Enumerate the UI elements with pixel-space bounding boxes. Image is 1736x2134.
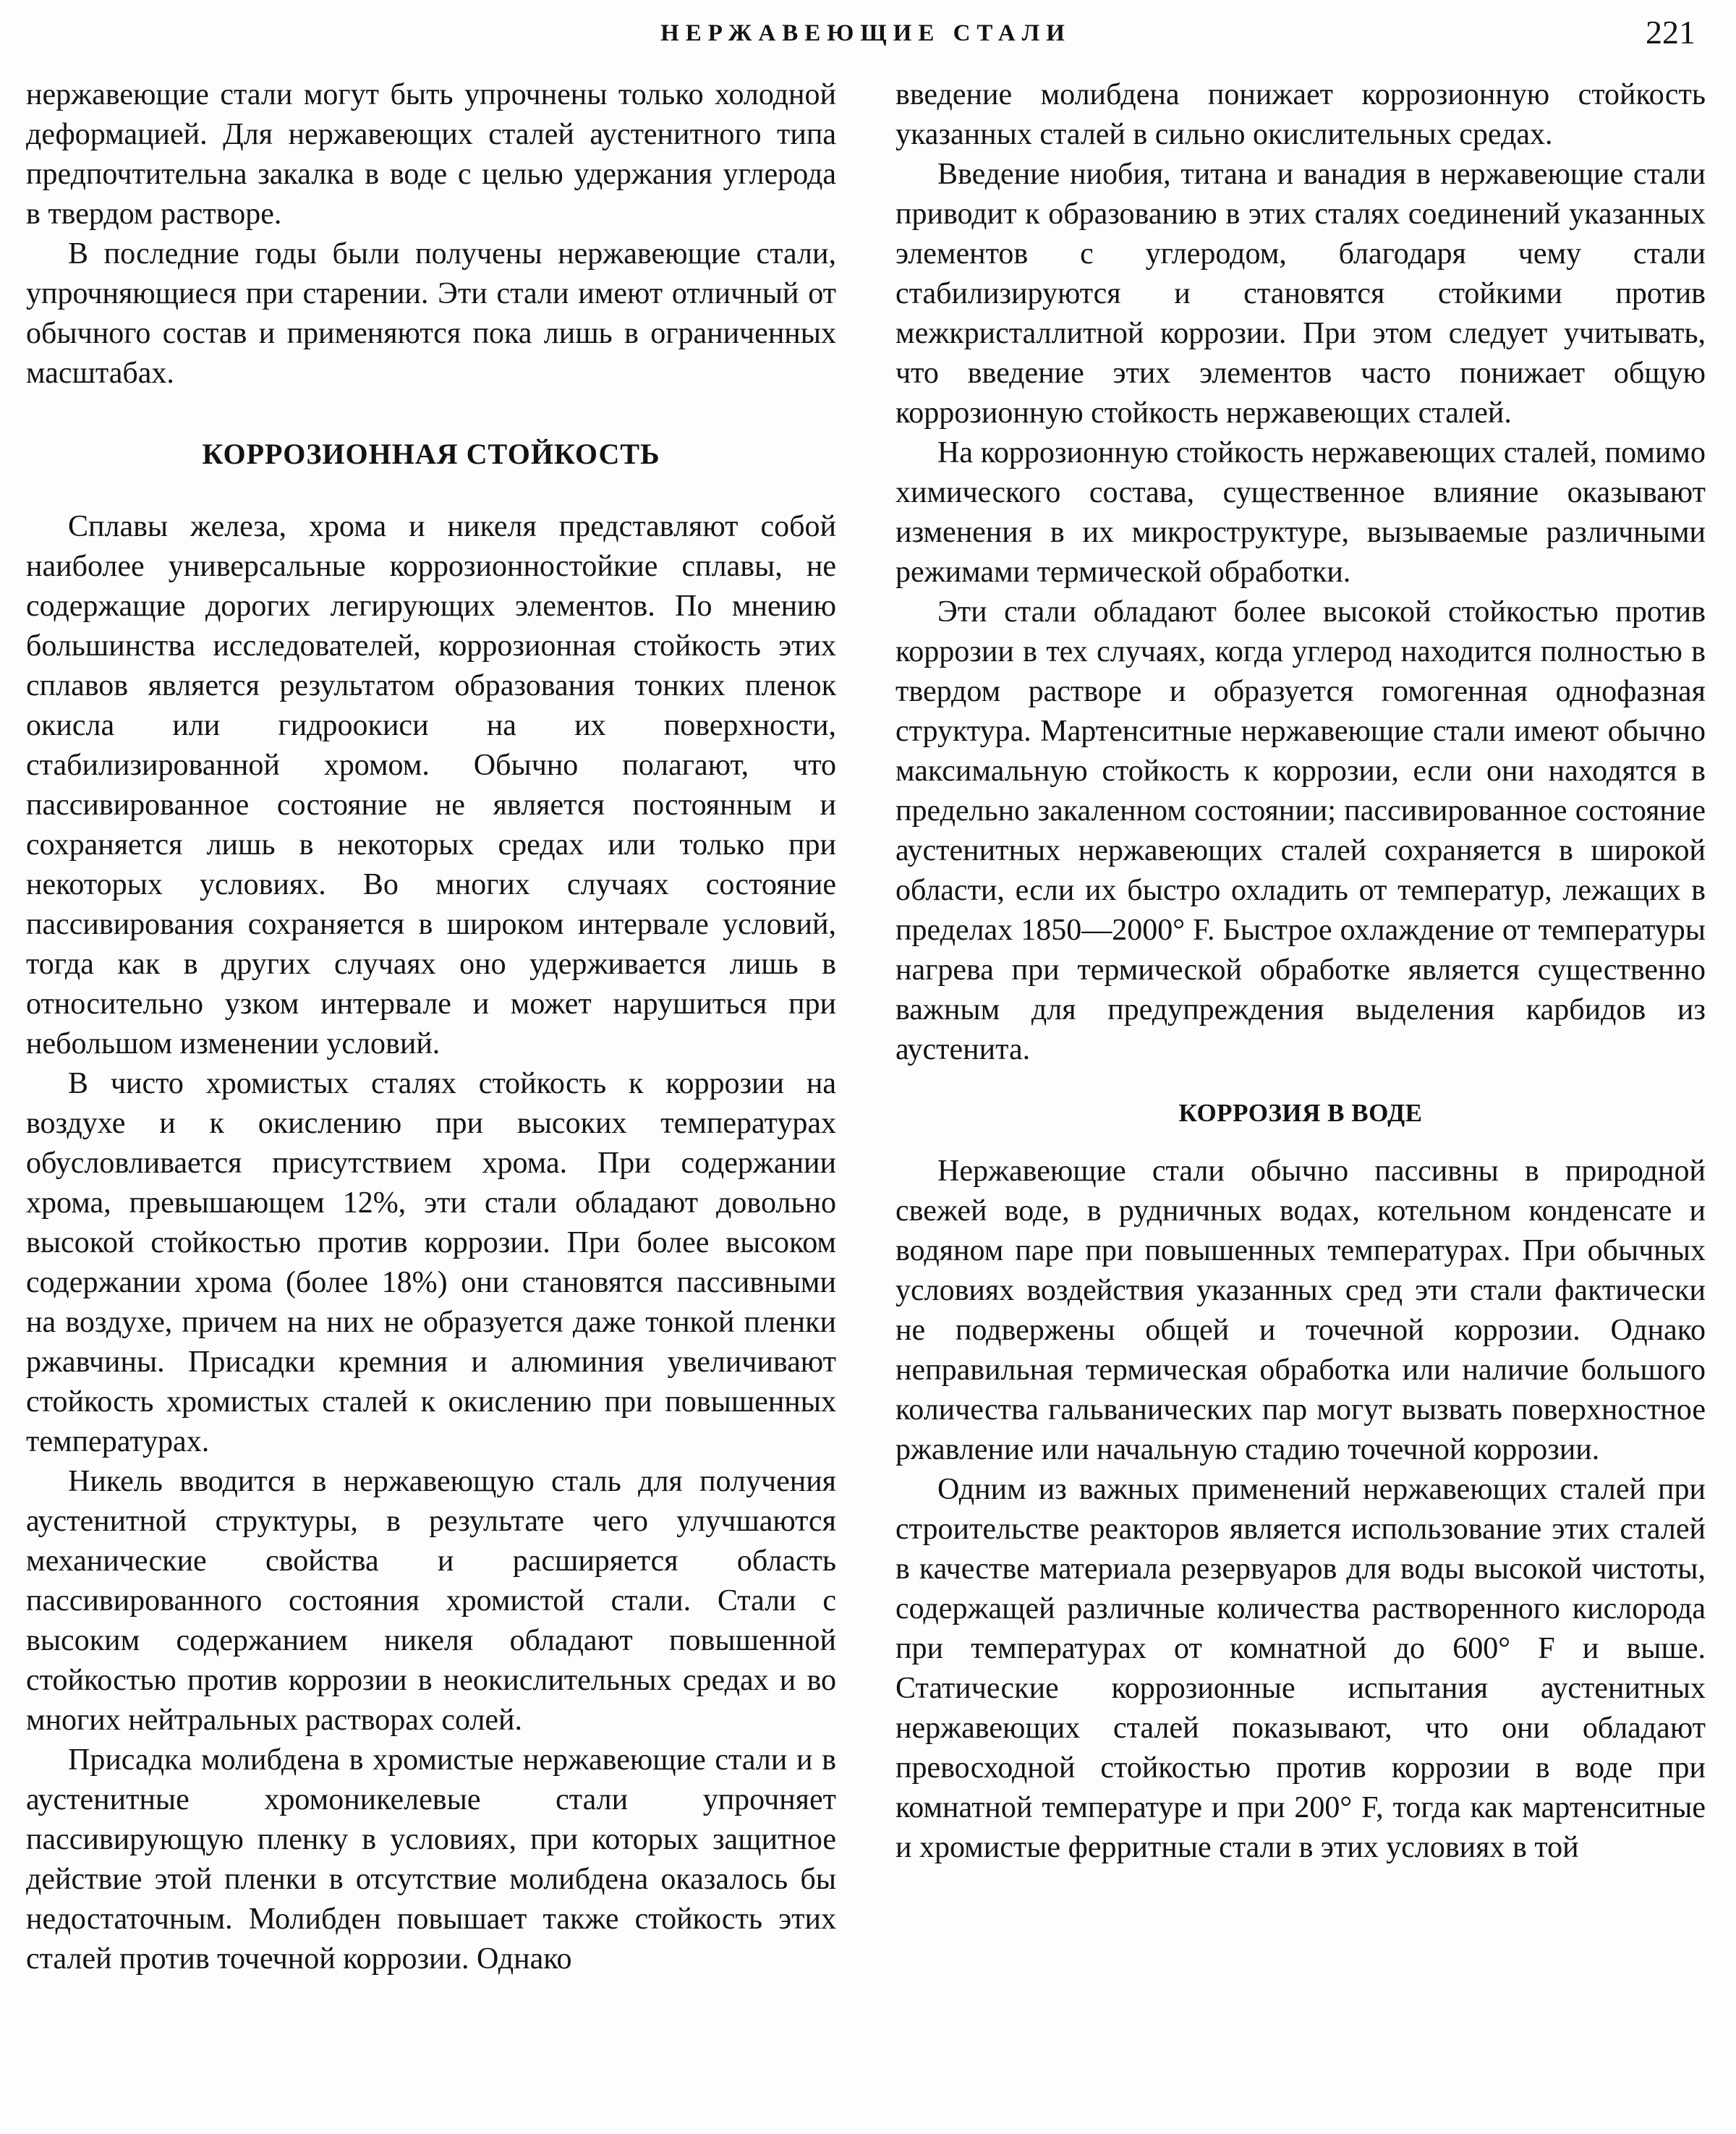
paragraph: Нержавеющие стали обычно пассивны в природной свежей воде, в рудничных водах, котельном конденсате и водяном паре при повышенных температурах. При обычных условиях воздействия указанных сред эти стали фактически не подвержены общей и точечной коррозии. Однако неправильная термическая обработка или наличие большого количества гальванических пар могут вызвать поверхностное ржавление или начальную стадию точечной коррозии.: [895, 1155, 1706, 1466]
paragraph-continuation: нержавеющие стали могут быть упрочнены только холодной деформацией. Для нержавеющих сталей аустенитного типа предпочтительна закалка в воде с целью удержания углерода в твердом растворе.: [26, 78, 836, 231]
right-column: [895, 75, 1706, 1979]
paragraph: Присадка молибдена в хромистые нержавеющие стали и в аустенитные хромоникелевые стали упрочняет пассивирующую пленку в условиях, при которых защитное действие этой пленки в отсутствие молибдена оказалось бы недостаточным. Молибден повышает также стойкость этих сталей против точечной коррозии. Однако: [26, 1743, 836, 1976]
subsection-heading-corrosion-in-water: КОРРОЗИЯ В ВОДЕ: [1178, 1099, 1423, 1127]
page-number: 221: [1646, 14, 1695, 51]
paragraph: Эти стали обладают более высокой стойкостью против коррозии в тех случаях, когда углерод находится полностью в твердом растворе и образуется гомогенная однофазная структура. Мартенситные нержавеющие стали имеют обычно максимальную стойкость к коррозии, если они находятся в предельно закаленном состоянии; пассивированное состояние аустенитных нержавеющих сталей сохраняется в широкой области, если их быстро охладить от температур, лежащих в пределах 1850—2000° F. Быстрое охлаждение от температуры нагрева при термической обработке является существенно важным для предупреждения выделения карбидов из аустенита.: [895, 595, 1706, 1066]
paragraph-continuation: введение молибдена понижает коррозионную стойкость указанных сталей в сильно окислительных средах.: [895, 78, 1706, 151]
page-header: [26, 13, 1706, 65]
paragraph: Одним из важных применений нержавеющих сталей при строительстве реакторов является использование этих сталей в качестве материала резервуаров для воды высокой чистоты, содержащей различные количества растворенного кислорода при температурах от комнатной до 600° F и выше. Статические коррозионные испытания аустенитных нержавеющих сталей показывают, что они обладают превосходной стойкостью против коррозии в воде при комнатной температуре и при 200° F, тогда как мартенситные и хромистые ферритные стали в этих условиях в той: [895, 1473, 1706, 1864]
running-title: НЕРЖАВЕЮЩИЕ СТАЛИ: [660, 20, 1071, 46]
paragraph: В последние годы были получены нержавеющие стали, упрочняющиеся при старении. Эти стали имеют отличный от обычного состав и применяются пока лишь в ограниченных масштабах.: [26, 237, 836, 390]
paragraph: Никель вводится в нержавеющую сталь для получения аустенитной структуры, в результате чего улучшаются механические свойства и расширяется область пассивированного состояния хромистой стали. Стали с высоким содержанием никеля обладают повышенной стойкостью против коррозии в неокислительных средах и во многих нейтральных растворах солей.: [26, 1465, 836, 1737]
paragraph: Введение ниобия, титана и ванадия в нержавеющие стали приводит к образованию в этих сталях соединений указанных элементов с углеродом, благодаря чему стали стабилизируются и становятся стойкими против межкристаллитной коррозии. При этом следует учитывать, что введение этих элементов часто понижает общую коррозионную стойкость нержавеющих сталей.: [895, 158, 1706, 430]
paragraph: На коррозионную стойкость нержавеющих сталей, помимо химического состава, существенное влияние оказывают изменения в их микроструктуре, вызываемые различными режимами термической обработки.: [895, 436, 1706, 589]
paragraph: Сплавы железа, хрома и никеля представляют собой наиболее универсальные коррозионностойкие сплавы, не содержащие дорогих легирующих элементов. По мнению большинства исследователей, коррозионная стойкость этих сплавов является результатом образования тонких пленок окисла или гидроокиси на их поверхности, стабилизированной хромом. Обычно полагают, что пассивированное состояние не является постоянным и сохраняется лишь в некоторых средах или только при некоторых условиях. Во многих случаях состояние пассивирования сохраняется в широком интервале условий, тогда как в других случаях оно удерживается лишь в относительно узком интервале и может нарушиться при небольшом изменении условий.: [26, 510, 836, 1060]
section-heading-corrosion-resistance: КОРРОЗИОННАЯ СТОЙКОСТЬ: [202, 438, 660, 470]
paragraph: В чисто хромистых сталях стойкость к коррозии на воздухе и к окислению при высоких температурах обусловливается присутствием хрома. При содержании хрома, превышающем 12%, эти стали обладают довольно высокой стойкостью против коррозии. При более высоком содержании хрома (более 18%) они становятся пассивными на воздухе, причем на них не образуется даже тонкой пленки ржавчины. Присадки кремния и алюминия увеличивают стойкость хромистых сталей к окислению при повышенных температурах.: [26, 1067, 836, 1458]
left-column: [26, 75, 836, 1979]
two-column-layout: [26, 75, 1706, 1979]
